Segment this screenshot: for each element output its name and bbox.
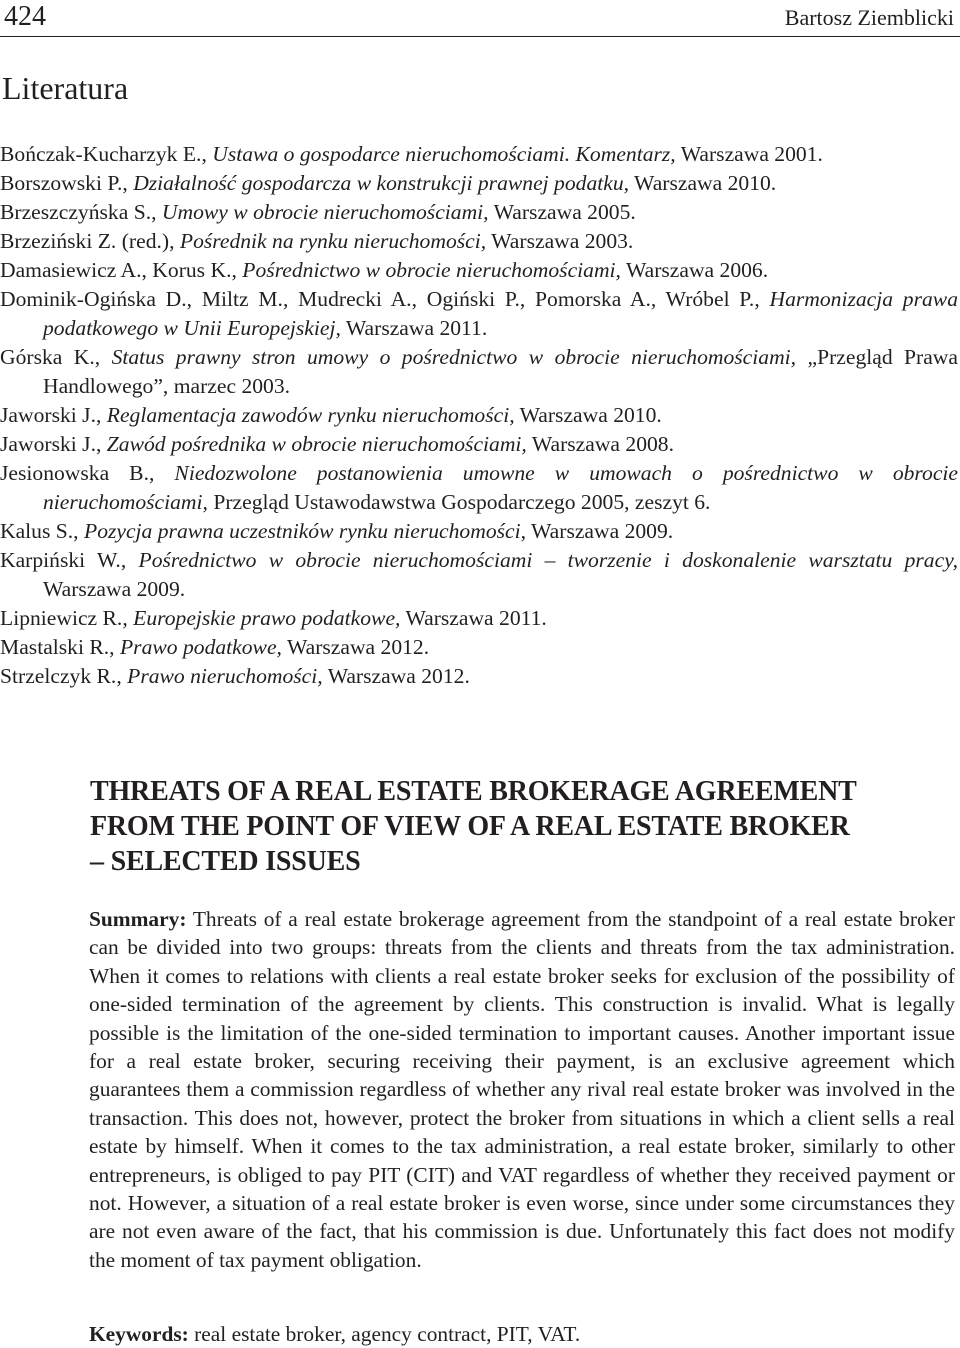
running-author: Bartosz Ziemblicki bbox=[784, 5, 954, 30]
reference-author: Karpiński W., bbox=[0, 548, 127, 572]
reference-list bbox=[0, 140, 958, 691]
reference-author: Brzeziński Z. (red.), bbox=[0, 229, 175, 253]
keywords-paragraph bbox=[89, 1320, 955, 1348]
reference-publication: Warszawa 2012. bbox=[286, 635, 430, 659]
reference-title: Zawód pośrednika w obrocie nieruchomościami, bbox=[106, 432, 527, 456]
reference-author: Kalus S., bbox=[0, 519, 79, 543]
reference-title: Działalność gospodarcza w konstrukcji prawnej podatku, bbox=[133, 171, 630, 195]
reference-title: Niedozwolone postanowienia umowne w umowach o pośrednictwo w obrocie nieruchomościami, bbox=[43, 461, 958, 514]
reference-publication: Warszawa 2006. bbox=[625, 258, 769, 282]
reference-author: Damasiewicz A., Korus K., bbox=[0, 258, 237, 282]
article-title-line: THREATS OF A REAL ESTATE BROKERAGE AGREEMENT bbox=[90, 776, 857, 807]
reference-title: Umowy w obrocie nieruchomościami, bbox=[161, 200, 489, 224]
reference-author: Jaworski J., bbox=[0, 403, 102, 427]
reference-title: Pośrednictwo w obrocie nieruchomościami, bbox=[242, 258, 621, 282]
reference-publication: Warszawa 2010. bbox=[519, 403, 662, 427]
reference-author: Dominik-Ogińska D., Miltz M., Mudrecki A., Ogiński P., Pomorska A., Wróbel P., bbox=[0, 287, 760, 311]
reference-title: Pozycja prawna uczestników rynku nieruchomości, bbox=[84, 519, 526, 543]
reference-publication: Warszawa 2010. bbox=[634, 171, 777, 195]
reference-publication: Warszawa 2009. bbox=[531, 519, 674, 543]
reference-author: Jesionowska B., bbox=[0, 461, 155, 485]
reference-author: Górska K., bbox=[0, 345, 101, 369]
summary-paragraph bbox=[89, 905, 955, 1274]
reference-publication: Warszawa 2005. bbox=[493, 200, 636, 224]
reference-publication: Warszawa 2011. bbox=[345, 316, 488, 340]
reference-publication: „Przegląd Prawa Handlowego”, marzec 2003. bbox=[43, 345, 958, 398]
reference-item bbox=[0, 662, 958, 691]
keywords-label: Keywords: bbox=[89, 1322, 189, 1346]
reference-title: Status prawny stron umowy o pośrednictwo w obrocie nieruchomościami, bbox=[111, 345, 797, 369]
literature-heading: Literatura bbox=[2, 70, 129, 106]
reference-item bbox=[0, 343, 958, 401]
reference-publication: Warszawa 2008. bbox=[531, 432, 675, 456]
reference-publication: Przegląd Ustawodawstwa Gospodarczego 2005, zeszyt 6. bbox=[213, 490, 711, 514]
reference-publication: Warszawa 2011. bbox=[405, 606, 547, 630]
reference-publication: Warszawa 2012. bbox=[327, 664, 470, 688]
reference-author: Strzelczyk R., bbox=[0, 664, 122, 688]
article-title-line: FROM THE POINT OF VIEW OF A REAL ESTATE BROKER bbox=[90, 811, 850, 842]
article-title-line: – SELECTED ISSUES bbox=[90, 846, 361, 877]
reference-title: Reglamentacja zawodów rynku nieruchomości, bbox=[106, 403, 515, 427]
reference-item bbox=[0, 169, 958, 198]
reference-item bbox=[0, 546, 958, 604]
summary-label: Summary: bbox=[89, 907, 187, 931]
reference-title: Prawo podatkowe, bbox=[119, 635, 282, 659]
reference-title: Prawo nieruchomości, bbox=[127, 664, 323, 688]
article-title bbox=[90, 774, 950, 879]
reference-publication: Warszawa 2003. bbox=[491, 229, 634, 253]
reference-title: Pośrednik na rynku nieruchomości, bbox=[179, 229, 487, 253]
reference-item bbox=[0, 285, 958, 343]
reference-author: Mastalski R., bbox=[0, 635, 115, 659]
reference-item bbox=[0, 198, 958, 227]
page-number: 424 bbox=[4, 1, 46, 32]
reference-title: Harmonizacja prawa podatkowego w Unii Europejskiej, bbox=[43, 287, 958, 340]
reference-publication: Warszawa 2001. bbox=[680, 142, 823, 166]
reference-author: Lipniewicz R., bbox=[0, 606, 128, 630]
reference-item bbox=[0, 401, 958, 430]
reference-item bbox=[0, 256, 958, 285]
reference-title: Pośrednictwo w obrocie nieruchomościami – tworzenie i doskonalenie warsztatu pracy, bbox=[138, 548, 958, 572]
reference-title: Europejskie prawo podatkowe, bbox=[133, 606, 401, 630]
reference-item bbox=[0, 459, 958, 517]
reference-item bbox=[0, 633, 958, 662]
reference-author: Brzeszczyńska S., bbox=[0, 200, 157, 224]
reference-author: Jaworski J., bbox=[0, 432, 102, 456]
running-header bbox=[0, 0, 960, 38]
summary-text: Threats of a real estate brokerage agreement from the standpoint of a real estate broker can be divided into two groups: threats from the clients and threats from the tax administration. When it comes to relations with clients a real estate broker seeks for exclusion of the possibility of one-sided termination of the agreement by clients. This construction is invalid. What is legally possible is the limitation of the one-sided termination to important causes. Another important issue for a real estate broker, securing receiving their payment, is an exclusive agreement which guarantees them a commission regardless of whether any rival real estate broker was involved in the transaction. This does not, however, protect the broker from situations in which a client sells a real estate by himself. When it comes to the tax administration, a real estate broker, similarly to other entrepreneurs, is obliged to pay PIT (CIT) and VAT regardless of whether they received payment or not. However, a situation of a real estate broker is even worse, since under some circumstances they are not even aware of the fact, that his commission is due. Unfortunately this fact does not modify the moment of tax payment obligation. bbox=[89, 907, 955, 1272]
reference-item bbox=[0, 604, 958, 633]
reference-item bbox=[0, 140, 958, 169]
header-rule bbox=[0, 36, 960, 37]
reference-item bbox=[0, 517, 958, 546]
reference-author: Bończak-Kucharzyk E., bbox=[0, 142, 207, 166]
reference-author: Borszowski P., bbox=[0, 171, 128, 195]
reference-title: Ustawa o gospodarce nieruchomościami. Komentarz, bbox=[212, 142, 676, 166]
reference-item bbox=[0, 430, 958, 459]
reference-item bbox=[0, 227, 958, 256]
keywords-text: real estate broker, agency contract, PIT, VAT. bbox=[194, 1322, 581, 1346]
reference-publication: Warszawa 2009. bbox=[43, 577, 186, 601]
